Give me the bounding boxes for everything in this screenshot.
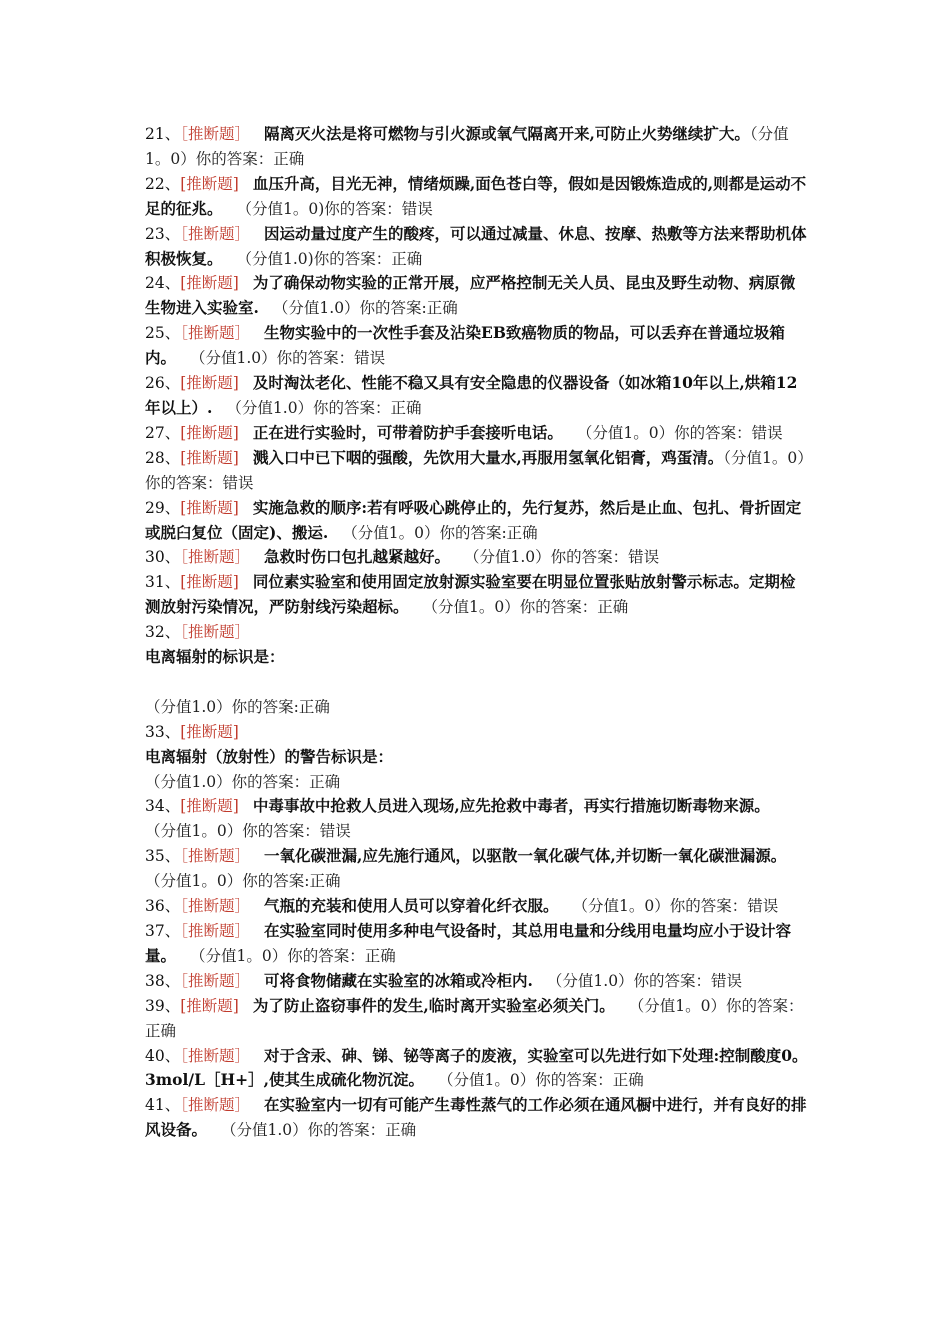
question-type-tag: ［推断题］ [180, 623, 250, 642]
question-number: 39、 [145, 996, 181, 1015]
question-stem: 可将食物储藏在实验室的冰箱或冷柜内. [264, 970, 533, 990]
question-stem: 同位素实验室和使用固定放射源实验室要在明显位置张贴放射警示标志。定期检测放射污染情况，严防射线污染超标。 [145, 572, 796, 617]
question-stem: 电离辐射的标识是： [145, 647, 285, 667]
question-number: 37、 [145, 921, 181, 940]
question-21 [145, 122, 810, 172]
question-stem: 生物实验中的一次性手套及沾染EB致癌物质的物品，可以丢弃在普通垃圾箱内。 [145, 323, 785, 368]
answer-score: （分值1.0）你的答案：错误 [546, 971, 743, 990]
answer-score: （分值1。0）你的答案：正确 [422, 598, 629, 617]
question-stem: 因运动量过度产生的酸疼，可以通过减量、休息、按摩、热敷等方法来帮助机体积极恢复。 [145, 223, 807, 268]
answer-score: （分值1。0）你的答案：错误 [145, 448, 805, 492]
question-type-tag: [推断题] [180, 498, 239, 517]
question-number: 26、 [145, 374, 181, 393]
question-number: 31、 [145, 573, 181, 592]
question-type-tag: ［推断题］ [180, 1046, 250, 1065]
question-type-tag: ［推断题］ [180, 125, 250, 143]
answer-score: （分值1。0）你的答案：错误 [145, 822, 351, 841]
question-41 [145, 1093, 810, 1143]
answer-score: （分值1。0）你的答案:正确 [342, 523, 538, 542]
question-number: 30、 [145, 548, 181, 567]
question-type-tag: ［推断题］ [180, 548, 250, 567]
question-stem: 在实验室同时使用多种电气设备时，其总用电量和分线用电量均应小于设计容量。 [145, 920, 792, 965]
question-36 [145, 894, 810, 919]
question-type-tag: ［推断题］ [180, 897, 250, 916]
question-number: 33、 [145, 722, 181, 741]
question-type-tag: [推断题] [180, 722, 239, 741]
question-number: 25、 [145, 324, 181, 343]
question-type-tag: [推断题] [180, 374, 239, 393]
missing-image-placeholder [145, 670, 810, 695]
question-37 [145, 919, 810, 969]
question-number: 34、 [145, 797, 181, 816]
question-list [145, 122, 810, 1143]
question-31 [145, 570, 810, 620]
question-number: 21、 [145, 125, 181, 143]
question-number: 32、 [145, 623, 181, 642]
question-32 [145, 620, 810, 720]
question-type-tag: ［推断题］ [180, 847, 250, 866]
answer-score: （分值1。0）你的答案：错误 [572, 897, 779, 916]
answer-score: （分值1.0）你的答案:正确 [272, 299, 458, 318]
question-type-tag: [推断题] [180, 274, 239, 293]
question-type-tag: ［推断题］ [180, 921, 250, 940]
question-stem: 电离辐射（放射性）的警告标识是： [145, 746, 394, 766]
question-type-tag: ［推断题］ [180, 971, 250, 990]
question-type-tag: ［推断题］ [180, 324, 250, 343]
question-39 [145, 994, 810, 1044]
answer-score: （分值1。0）你的答案：正确 [145, 996, 804, 1040]
question-stem: 气瓶的充装和使用人员可以穿着化纤衣服。 [264, 896, 559, 916]
question-40 [145, 1044, 810, 1094]
question-27 [145, 421, 810, 446]
question-type-tag: [推断题] [180, 797, 239, 816]
question-type-tag: ［推断题］ [180, 1096, 250, 1115]
question-34 [145, 794, 810, 844]
question-number: 23、 [145, 224, 181, 243]
question-type-tag: [推断题] [180, 448, 239, 467]
question-29 [145, 496, 810, 546]
question-stem: 中毒事故中抢救人员进入现场,应先抢救中毒者，再实行措施切断毒物来源。 [252, 796, 770, 816]
question-stem: 血压升高，目光无神，情绪烦躁,面色苍白等，假如是因锻炼造成的,则都是运动不足的征兆。 [145, 173, 807, 218]
question-number: 38、 [145, 971, 181, 990]
question-type-tag: [推断题] [180, 573, 239, 592]
question-24 [145, 271, 810, 321]
question-type-tag: [推断题] [180, 174, 239, 193]
question-stem: 在实验室内一切有可能产生毒性蒸气的工作必须在通风橱中进行，并有良好的排风设备。 [145, 1095, 807, 1140]
question-stem: 一氧化碳泄漏,应先施行通风，以驱散一氧化碳气体,并切断一氧化碳泄漏源。 [264, 846, 787, 866]
question-30 [145, 545, 810, 570]
question-26 [145, 371, 810, 421]
question-22 [145, 172, 810, 222]
answer-score: （分值1。0）你的答案：正确 [145, 125, 789, 168]
answer-score: （分值1.0)你的答案：正确 [236, 249, 423, 268]
question-number: 40、 [145, 1046, 181, 1065]
answer-score: （分值1。0）你的答案:正确 [145, 872, 341, 891]
question-stem: 急救时伤口包扎越紧越好。 [264, 547, 451, 567]
question-23 [145, 222, 810, 272]
question-number: 28、 [145, 448, 181, 467]
question-stem: 隔离灭火法是将可燃物与引火源或氧气隔离开来,可防止火势继续扩大。 [264, 124, 750, 143]
question-number: 35、 [145, 847, 181, 866]
question-25 [145, 321, 810, 371]
question-28 [145, 446, 810, 496]
question-stem: 对于含汞、砷、锑、铋等离子的废液，实验室可以先进行如下处理:控制酸度0。3mol/L［H+］,使其生成硫化物沉淀。 [145, 1045, 808, 1090]
answer-score: （分值1。0)你的答案：错误 [236, 199, 433, 218]
question-type-tag: [推断题] [180, 423, 239, 442]
question-stem: 正在进行实验时，可带着防护手套接听电话。 [252, 422, 563, 442]
question-stem: 溅入口中已下咽的强酸，先饮用大量水,再服用氢氧化铝膏，鸡蛋清。 [252, 447, 724, 467]
question-stem: 及时淘汰老化、性能不稳又具有安全隐患的仪器设备（如冰箱10年以上,烘箱12年以上）. [145, 373, 798, 417]
question-stem: 为了防止盗窃事件的发生,临时离开实验室必须关门。 [252, 995, 615, 1015]
question-stem: 实施急救的顺序:若有呼吸心跳停止的，先行复苏，然后是止血、包扎、骨折固定或脱臼复位（固定)、搬运. [145, 497, 802, 542]
answer-score: （分值1.0）你的答案：正确 [145, 772, 341, 791]
answer-score: （分值1.0）你的答案：正确 [221, 1121, 417, 1140]
question-38 [145, 969, 810, 994]
answer-score: （分值1。0）你的答案：正确 [438, 1071, 644, 1090]
answer-score: （分值1。0）你的答案：正确 [190, 946, 396, 965]
question-number: 41、 [145, 1096, 181, 1115]
question-35 [145, 844, 810, 894]
answer-score: （分值1.0）你的答案：正确 [226, 398, 422, 417]
answer-score: （分值1.0）你的答案:正确 [145, 697, 330, 716]
question-number: 29、 [145, 498, 181, 517]
answer-score: （分值1。0）你的答案：错误 [576, 423, 783, 442]
question-number: 22、 [145, 174, 181, 193]
question-number: 24、 [145, 274, 181, 293]
question-type-tag: [推断题] [180, 996, 239, 1015]
answer-score: （分值1.0）你的答案：错误 [464, 548, 660, 567]
question-33 [145, 720, 810, 795]
question-type-tag: ［推断题］ [180, 224, 250, 243]
answer-score: （分值1.0）你的答案：错误 [190, 349, 386, 368]
question-number: 27、 [145, 423, 181, 442]
question-number: 36、 [145, 897, 181, 916]
question-stem: 为了确保动物实验的正常开展，应严格控制无关人员、昆虫及野生动物、病原微生物进入实验室. [145, 273, 796, 318]
